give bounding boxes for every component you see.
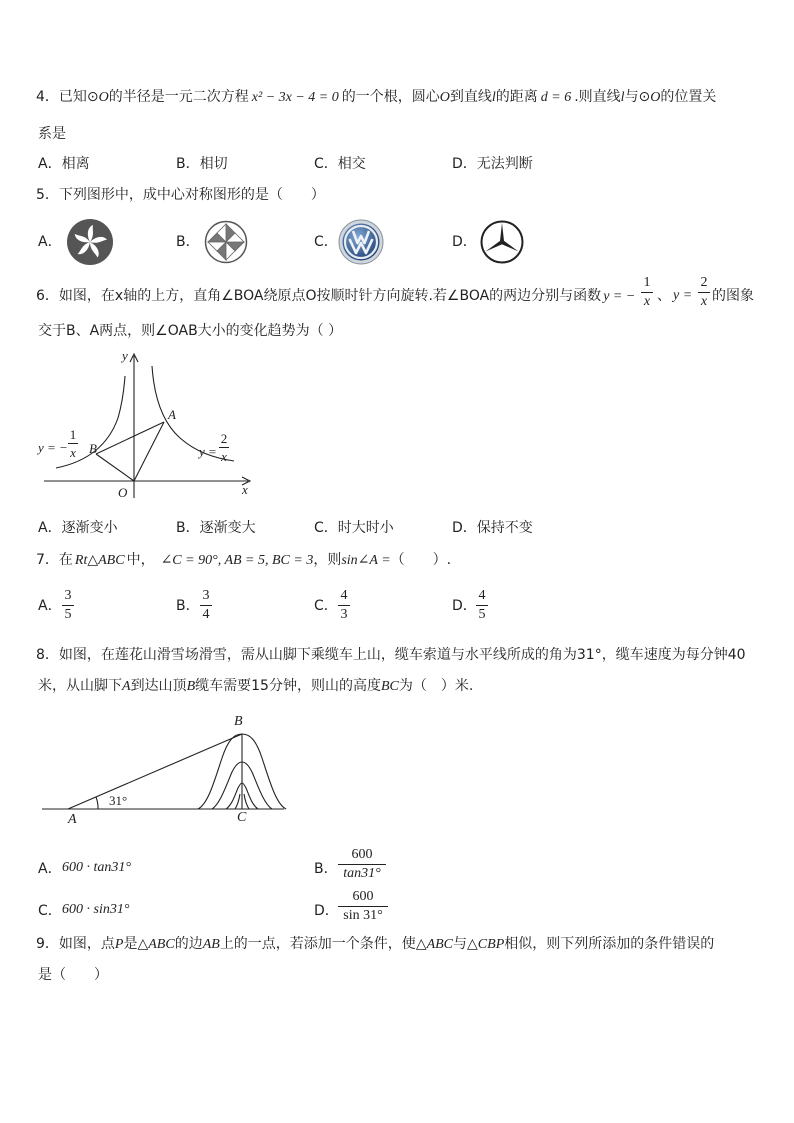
q7-option-b-fraction[interactable] (200, 589, 212, 622)
q6-y-axis-label: y (122, 348, 128, 363)
q8-point-b-label: B (234, 714, 243, 729)
q6-right-curve-fraction (219, 432, 229, 463)
q9-side-ab: AB (202, 937, 220, 952)
q7-option-c-fraction[interactable] (338, 589, 350, 622)
q7-conditions: ∠C = 90°, AB = 5, BC = 3 (160, 553, 314, 568)
q9-triangle-abc: △ABC (137, 937, 175, 952)
pinwheel-icon (204, 220, 248, 264)
segment-ab (96, 422, 164, 454)
q6-point-b-label: B (89, 441, 97, 456)
angle-arc (96, 797, 98, 809)
q8-text: 米，从山脚下 (38, 678, 122, 694)
q4-text: 的一个根，圆心 (341, 89, 440, 105)
q6-option-a[interactable]: A．逐渐变小 (38, 520, 118, 536)
q6-option-c[interactable]: C．时大时小 (314, 520, 394, 536)
q8-option-c-label[interactable]: C． (38, 903, 62, 919)
q4-text: 的半径是一元二次方程 (108, 89, 249, 105)
q7-option-c-numerator: 4 (340, 588, 348, 603)
q6-stem-line1 (36, 289, 635, 304)
q9-point-p: P (114, 937, 124, 952)
q8-option-d-denominator: sin 31° (338, 906, 388, 923)
q6-func1-denominator: x (641, 292, 653, 309)
q8-point-b: B (186, 679, 196, 694)
q4-var-l: l (491, 90, 496, 105)
q8-option-b-denominator: tan31° (338, 864, 386, 881)
q7-text: 7．在 (36, 552, 73, 568)
q7-option-a-fraction[interactable] (62, 589, 74, 622)
q4-text: 的位置关 (660, 89, 717, 105)
q9-text: 的边 (174, 936, 203, 952)
q4-var-o: O (439, 90, 450, 105)
q6-func1-fraction (641, 276, 653, 309)
q4-text: 的距离 (495, 89, 538, 105)
q7-option-b-label[interactable]: B． (176, 598, 200, 614)
q7-option-a-label[interactable]: A． (38, 598, 62, 614)
q7-text: ，则 (313, 552, 342, 568)
q6-func2-lhs: y = (673, 288, 693, 303)
q4-option-d[interactable]: D．无法判断 (452, 156, 533, 172)
q6-left-curve-numerator: 1 (69, 427, 77, 442)
q6-left-curve-lhs: y = − (38, 440, 68, 455)
q8-ski-mountain-figure (36, 712, 292, 816)
q4-stem-line2: 系是 (38, 126, 66, 142)
q7-option-c-label[interactable]: C． (314, 598, 338, 614)
q8-text: 缆车需要15分钟，则山的高度 (195, 678, 381, 694)
q8-stem-line2 (38, 679, 473, 694)
q6-text-tail: 的图象 (712, 288, 754, 304)
q6-func2-numerator: 2 (700, 275, 708, 290)
q6-text: 6．如图，在x轴的上方，直角∠BOA绕原点O按顺时针方向旋转.若∠BOA的两边分别与函数 (36, 288, 602, 304)
q6-right-curve-numerator: 2 (220, 431, 228, 446)
q6-right-curve-lhs: y = (199, 444, 217, 459)
q7-option-d-label[interactable]: D． (452, 598, 477, 614)
q6-func2-denominator: x (698, 292, 710, 309)
q9-stem-line2: 是（ ） (38, 967, 108, 983)
mercedes-star-icon (480, 220, 524, 264)
q4-option-a[interactable]: A．相离 (38, 156, 90, 172)
q7-option-a-numerator: 3 (64, 588, 72, 603)
q6-x-axis-label: x (242, 482, 248, 497)
q5-option-a-label[interactable]: A． (38, 234, 62, 250)
q7-option-d-numerator: 4 (478, 588, 486, 603)
cable-line-ab (68, 734, 242, 809)
q4-text: .则直线 (574, 89, 621, 105)
q9-triangle-abc: △ABC (415, 937, 454, 952)
q8-option-b-fraction[interactable] (338, 848, 386, 881)
q9-text: 9．如图，点 (36, 936, 115, 952)
q4-distance: d = 6 (540, 90, 572, 105)
volkswagen-logo-icon (338, 219, 384, 265)
q4-text: 已知⊙ (58, 89, 99, 105)
q6-separator: 、 (657, 288, 671, 304)
q7-text: 中， (126, 552, 155, 568)
q4-var-o: O (98, 90, 109, 105)
q6-option-d[interactable]: D．保持不变 (452, 520, 533, 536)
q4-var-o: O (650, 90, 661, 105)
q4-number: 4． (36, 89, 59, 105)
q9-text: 上的一点，若添加一个条件，使 (219, 936, 416, 952)
q8-option-d-label[interactable]: D． (314, 903, 339, 919)
q7-text: （ ）. (390, 552, 452, 568)
q8-angle-label: 31° (109, 793, 128, 808)
q4-equation: x² − 3x − 4 = 0 (251, 90, 339, 105)
q8-option-b-label[interactable]: B． (314, 861, 338, 877)
q7-option-d-denominator: 5 (476, 605, 488, 622)
q6-point-a-label: A (168, 407, 176, 422)
q7-option-a-denominator: 5 (62, 605, 74, 622)
q8-text: 为（ ）米. (398, 678, 474, 694)
segment-ob (96, 454, 134, 481)
q9-text: 是 (123, 936, 138, 952)
q4-var-l: l (620, 90, 625, 105)
q4-stem-line1 (36, 90, 716, 105)
q6-hyperbola-figure (36, 346, 258, 502)
q7-option-c-denominator: 3 (338, 605, 350, 622)
q5-stem: 5．下列图形中，成中心对称图形的是（ ） (36, 187, 325, 203)
q8-point-a: A (122, 679, 131, 694)
q8-point-a-label: A (68, 812, 77, 827)
bauhinia-logo-icon (66, 218, 114, 266)
q6-func1-numerator: 1 (643, 275, 651, 290)
q6-left-curve-fraction (68, 428, 78, 459)
q9-triangle-cbp: △CBP (467, 937, 505, 952)
q5-option-b-label[interactable]: B． (176, 234, 200, 250)
q6-func2-fraction (698, 276, 710, 309)
q4-option-c[interactable]: C．相交 (314, 156, 366, 172)
q8-option-d-fraction[interactable] (338, 890, 388, 923)
q8-option-b-numerator: 600 (351, 847, 373, 862)
q6-left-curve-denominator: x (68, 443, 78, 459)
q7-sin-a: sin∠A = (341, 553, 391, 568)
q7-triangle: Rt△ABC (74, 553, 125, 568)
q8-point-c-label: C (237, 810, 247, 825)
q4-text: 到直线 (449, 89, 492, 105)
q8-option-c-value[interactable]: 600 · sin31° (62, 902, 130, 917)
q8-stem-line1: 8．如图，在莲花山滑雪场滑雪，需从山脚下乘缆车上山，缆车索道与水平线所成的角为31°，缆车速度为每分钟40 (36, 647, 746, 663)
q9-text: 与 (453, 936, 468, 952)
q6-option-b[interactable]: B．逐渐变大 (176, 520, 256, 536)
q4-text: 与⊙ (624, 89, 651, 105)
q6-origin-label: O (118, 485, 128, 500)
q5-option-c-label[interactable]: C． (314, 234, 338, 250)
q9-text: 相似，则下列所添加的条件错误的 (504, 936, 715, 952)
q4-option-b[interactable]: B．相切 (176, 156, 228, 172)
q7-stem (36, 553, 451, 568)
q8-text: 到达山顶 (130, 678, 187, 694)
segment-oa (134, 422, 164, 481)
q7-option-d-fraction[interactable] (476, 589, 488, 622)
mountain-shade-line (244, 794, 249, 809)
q8-option-a-value[interactable]: 600 · tan31° (62, 860, 131, 875)
q8-option-d-numerator: 600 (352, 889, 374, 904)
q6-right-curve-denominator: x (219, 447, 229, 463)
q9-stem-line1 (36, 937, 714, 952)
q5-option-d-label[interactable]: D． (452, 234, 477, 250)
q8-segment-bc: BC (380, 679, 399, 694)
q6-func1-lhs: y = − (603, 289, 636, 304)
q7-option-b-denominator: 4 (200, 605, 212, 622)
q8-option-a-label[interactable]: A． (38, 861, 62, 877)
q7-option-b-numerator: 3 (202, 588, 210, 603)
q6-stem-line2: 交于B、A两点，则∠OAB大小的变化趋势为（ ） (38, 323, 343, 339)
mountain-shade-line (235, 794, 240, 809)
